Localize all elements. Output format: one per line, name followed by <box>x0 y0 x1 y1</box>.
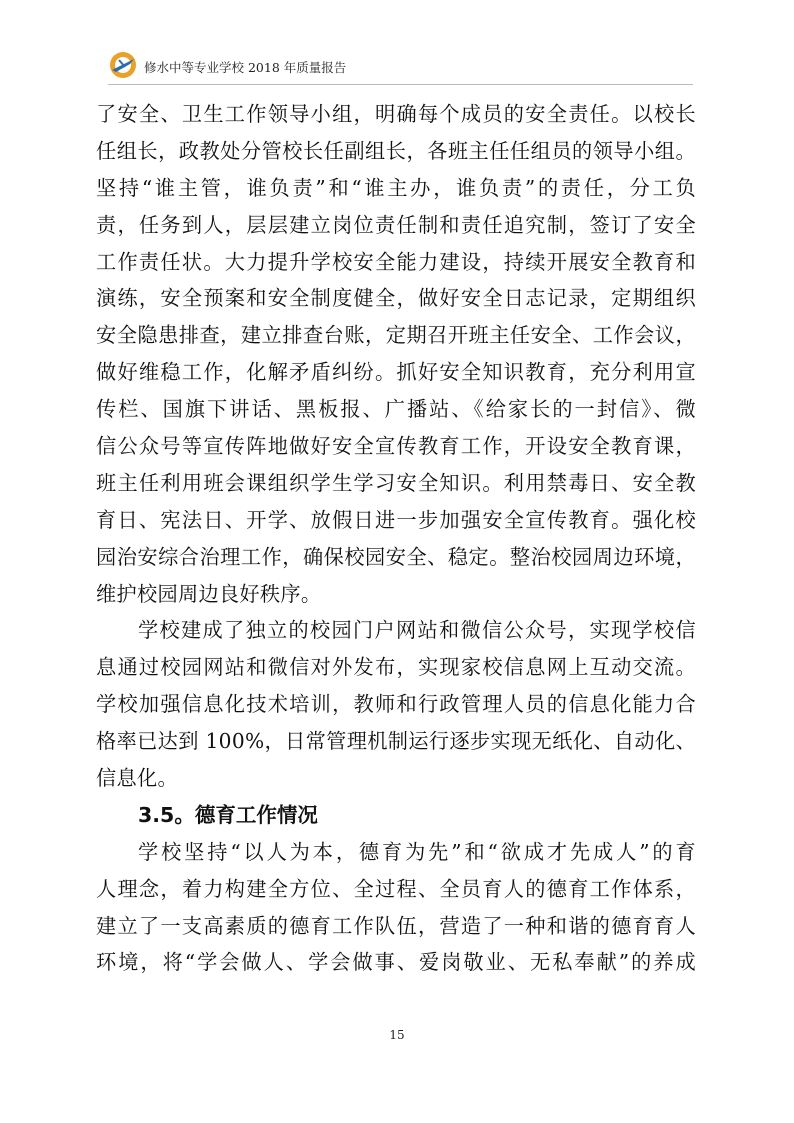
text-line: 信息化。 <box>96 766 178 791</box>
section-heading: 3.5。德育工作情况 <box>138 802 318 827</box>
header-title: 修水中等专业学校 2018 年质量报告 <box>144 60 347 75</box>
text-line: 安全隐患排查，建立排查台账，定期召开班主任安全、工作会议， <box>96 323 696 348</box>
text-line: 演练，安全预案和安全制度健全，做好安全日志记录，定期组织 <box>96 286 696 311</box>
text-line: 息通过校园网站和微信对外发布，实现家校信息网上互动交流。 <box>96 655 696 680</box>
text-line: 班主任利用班会课组织学生学习安全知识。利用禁毒日、安全教 <box>96 470 696 495</box>
page-header <box>108 48 508 82</box>
text-line: 学校建成了独立的校园门户网站和微信公众号，实现学校信 <box>138 618 696 643</box>
paragraph-safety <box>96 96 696 612</box>
text-line: 育日、宪法日、开学、放假日进一步加强安全宣传教育。强化校 <box>96 507 696 532</box>
text-line: 责，任务到人，层层建立岗位责任制和责任追究制，签订了安全 <box>96 212 696 237</box>
text-line: 任组长，政教处分管校长任副组长，各班主任任组员的领导小组。 <box>96 138 696 163</box>
text-line: 工作责任状。大力提升学校安全能力建设，持续开展安全教育和 <box>96 249 696 274</box>
paragraph-moral-education <box>96 834 696 982</box>
paragraph-website <box>96 612 696 796</box>
page-number: 15 <box>389 1028 405 1042</box>
school-logo-icon <box>108 50 138 80</box>
document-body <box>96 96 696 981</box>
text-line: 格率已达到 100%，日常管理机制运行逐步实现无纸化、自动化、 <box>96 729 696 754</box>
text-line: 学校加强信息化技术培训，教师和行政管理人员的信息化能力合 <box>96 692 696 717</box>
text-line: 信公众号等宣传阵地做好安全宣传教育工作，开设安全教育课， <box>96 434 696 459</box>
text-line: 人理念，着力构建全方位、全过程、全员育人的德育工作体系， <box>96 876 696 901</box>
text-line: 做好维稳工作，化解矛盾纠纷。抓好安全知识教育，充分利用宣 <box>96 360 696 385</box>
text-line: 建立了一支高素质的德育工作队伍，营造了一种和谐的德育育人 <box>96 913 696 938</box>
text-line: 园治安综合治理工作，确保校园安全、稳定。整治校园周边环境， <box>96 544 696 569</box>
text-line: 环境，将“学会做人、学会做事、爱岗敬业、无私奉献”的养成 <box>96 950 696 975</box>
text-line: 学校坚持“以人为本，德育为先”和“欲成才先成人”的育 <box>138 839 696 864</box>
header-divider <box>108 84 693 85</box>
text-line: 传栏、国旗下讲话、黑板报、广播站、《给家长的一封信》、微 <box>96 397 696 422</box>
text-line: 维护校园周边良好秩序。 <box>96 581 322 606</box>
text-line: 了安全、卫生工作领导小组，明确每个成员的安全责任。以校长 <box>96 102 696 126</box>
text-line: 坚持“谁主管，谁负责”和“谁主办，谁负责”的责任，分工负 <box>96 175 696 200</box>
